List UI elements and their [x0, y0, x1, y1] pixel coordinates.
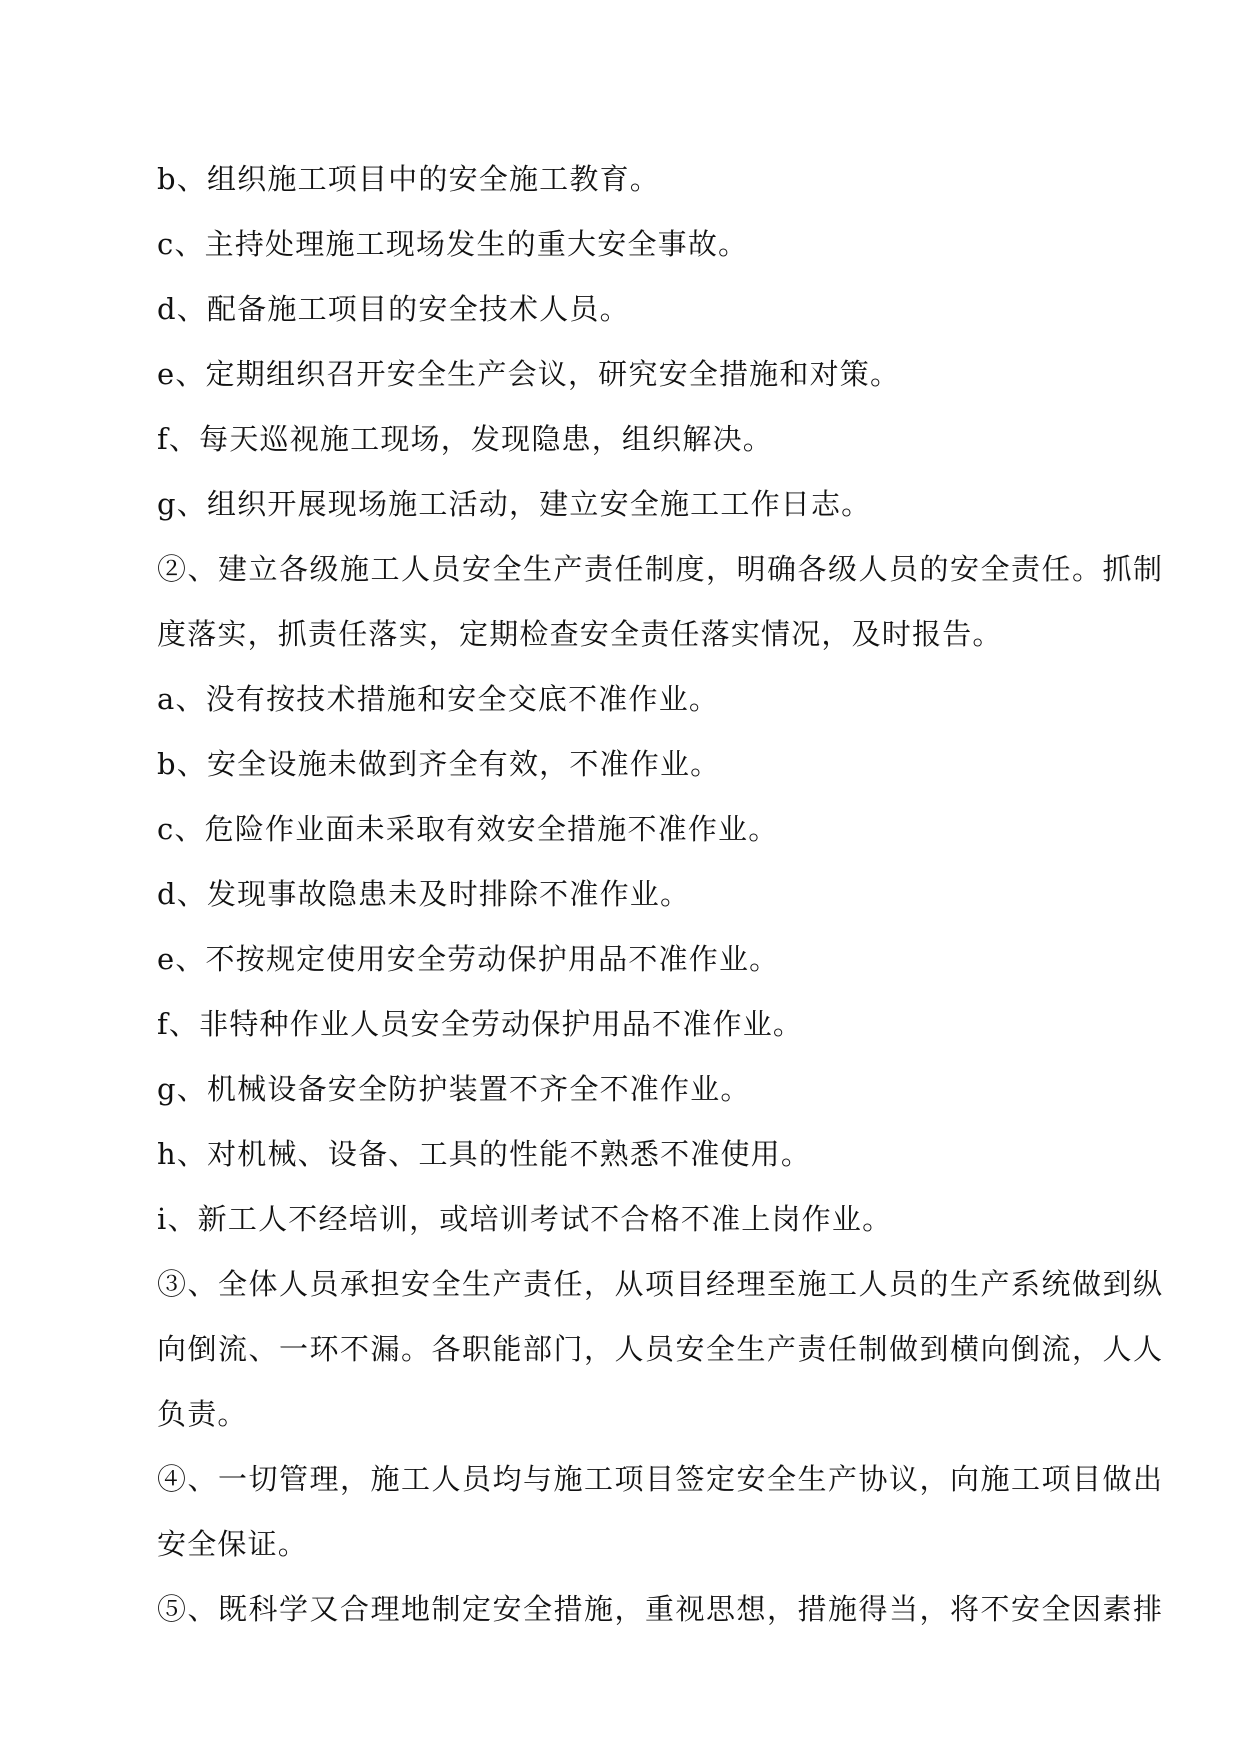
text-line: c、危险作业面未采取有效安全措施不准作业。 — [157, 812, 779, 846]
text-line: a、没有按技术措施和安全交底不准作业。 — [157, 682, 720, 716]
text-line: h、对机械、设备、工具的性能不熟悉不准使用。 — [157, 1137, 812, 1171]
text-line: 安全保证。 — [157, 1527, 309, 1561]
text-line: ②、建立各级施工人员安全生产责任制度，明确各级人员的安全责任。抓制 — [157, 552, 1164, 586]
text-line: b、组织施工项目中的安全施工教育。 — [157, 162, 660, 196]
text-line: 度落实，抓责任落实，定期检查安全责任落实情况，及时报告。 — [157, 617, 1003, 651]
text-line: ④、一切管理，施工人员均与施工项目签定安全生产协议，向施工项目做出 — [157, 1462, 1164, 1496]
text-line: 向倒流、一环不漏。各职能部门，人员安全生产责任制做到横向倒流，人人 — [157, 1332, 1164, 1366]
text-line: d、配备施工项目的安全技术人员。 — [157, 292, 630, 326]
text-line: ③、全体人员承担安全生产责任，从项目经理至施工人员的生产系统做到纵 — [157, 1267, 1164, 1301]
text-line: ⑤、既科学又合理地制定安全措施，重视思想，措施得当，将不安全因素排 — [157, 1592, 1164, 1626]
text-line: i、新工人不经培训，或培训考试不合格不准上岗作业。 — [157, 1202, 893, 1236]
text-line: f、每天巡视施工现场，发现隐患，组织解决。 — [157, 422, 773, 456]
document-body — [157, 150, 1164, 1645]
text-line: g、组织开展现场施工活动，建立安全施工工作日志。 — [157, 487, 872, 521]
text-line: f、非特种作业人员安全劳动保护用品不准作业。 — [157, 1007, 804, 1041]
text-line: e、定期组织召开安全生产会议，研究安全措施和对策。 — [157, 357, 901, 391]
text-line: b、安全设施未做到齐全有效，不准作业。 — [157, 747, 721, 781]
text-line: e、不按规定使用安全劳动保护用品不准作业。 — [157, 942, 780, 976]
text-line: d、发现事故隐患未及时排除不准作业。 — [157, 877, 691, 911]
text-line: 负责。 — [157, 1397, 248, 1431]
text-line: g、机械设备安全防护装置不齐全不准作业。 — [157, 1072, 751, 1106]
text-line: c、主持处理施工现场发生的重大安全事故。 — [157, 227, 749, 261]
